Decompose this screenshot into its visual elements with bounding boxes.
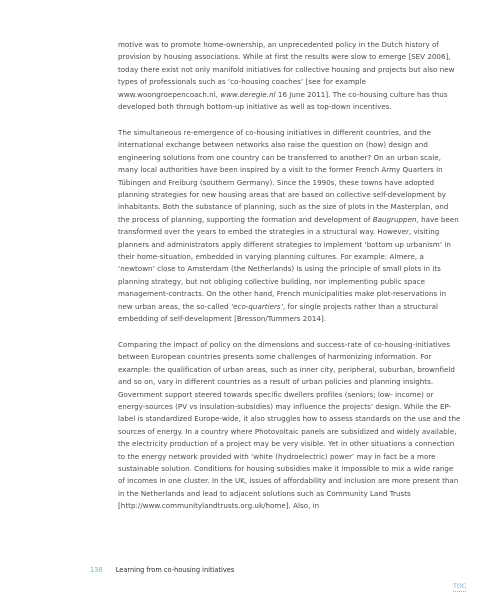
paragraph-3 [118, 339, 462, 513]
italic-run: ‘eco-quartiers’ [230, 301, 283, 311]
text-run: The simultaneous re-emergence of co-housing initiatives in different countries, and the international exchange between networks also raise the question on (how) design and engineering solutions from one country can be transferred to another? On an urban scale, many local authorities have been inspired by a visit to the former French Army Quarters in Tübingen and Freiburg (southern Germany). Since the 1990s, these towns have adopted planning strategies for new housing areas that are based on collective self-development by inhabitants. Both the substance of planning, such as the size of plots in the Masterplan, and the process of planning, supporting the formation and development of [118, 127, 449, 224]
text-run: , have been transformed over the years to embed the strategies in a structural way. However, visiting planners and administrators apply different strategies to implement ‘bottom up urbanism’ in their home-situation, embedded in varying planning cultures. For example: Almere, a ‘newtown’ close to Amsterdam (the Netherlands) is using the principle of small plots in its planning strategy, but not obliging collective building, nor implementing public space management-contracts. On the other hand, French municipalities make plot-reservations in new urban areas, the so-called [118, 214, 459, 311]
paragraph-2 [118, 127, 462, 326]
italic-run: www.deregie.nl [220, 89, 276, 99]
running-head: Learning from co-housing initiatives [115, 566, 235, 574]
text-run: 16 June 2011]. The co-housing culture has thus developed both through bottom-up initiative as well as top-down incentives. [118, 89, 448, 112]
page-number: 138 [90, 566, 103, 574]
text-run: motive was to promote home-ownership, an unprecedented policy in the Dutch history of provision by housing associations. While at first the results were slow to emerge [SEV 2006], today there exist not only manifold initiatives for collective housing and projects but also new types of professionals such as ‘co-housing coaches’ [see for example www.woongroepencoach.nl, [118, 40, 455, 99]
toc-link[interactable]: TOC [453, 583, 467, 590]
italic-run: Baugruppen [372, 214, 417, 224]
paragraph-1 [118, 39, 462, 113]
page-footer [90, 565, 234, 575]
text-run: Comparing the impact of policy on the dimensions and success-rate of co-housing-initiatives between European countries presents some challenges of harmonizing information. For example: the qualification of urban areas, such as inner city, peripheral, suburban, brownfield and so on, vary in different countries as a result of urban policies and planning insights. Government support steered towards specific dwellers profiles (seniors; low- income) or energy-sources (PV vs insulation-subsidies) may influence the projects’ design. While the EP-label is standardized Europe-wide, it also struggles how to assess standards on the use and the sources of energy. In a country where Photovoltaic panels are subsidized and widely available, the electricity production of a project may be very visible. Yet in other situations a connection to the energy network provided with ‘white (hydroelectric) power’ may in fact be a more sustainable solution. Conditions for housing subsidies make it impossible to mix a wide range of incomes in one cluster. In the UK, issues of affordability and inclusion are more present than in the Netherlands and lead to adjacent solutions such as Community Land Trusts [http://www.communitylandtrusts.org.uk/home]. Also, in [118, 339, 461, 511]
text-run: , for single projects rather than a structural embedding of self-development [Bresson/Tummers 2014]. [118, 301, 439, 324]
body-text [118, 39, 462, 526]
